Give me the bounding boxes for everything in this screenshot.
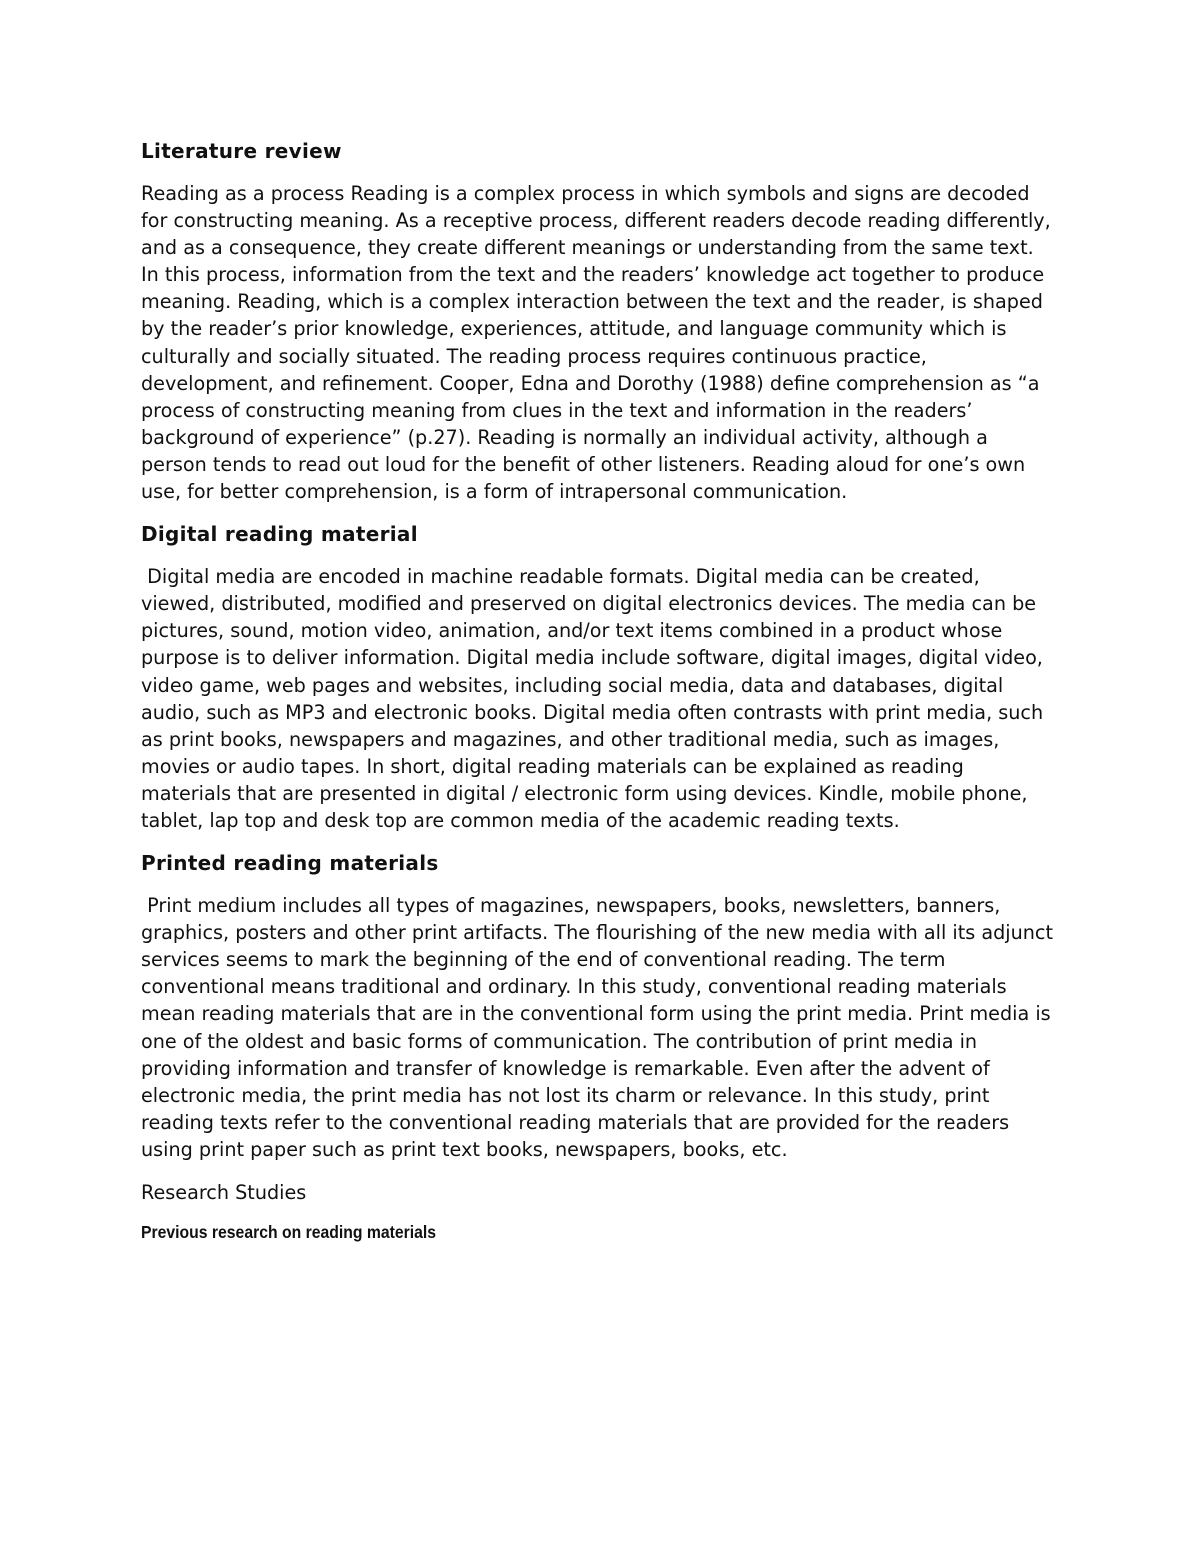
document-page bbox=[141, 138, 1060, 1244]
paragraph-digital-reading-material: Digital media are encoded in machine readable formats. Digital media can be created, viewed, distributed, modified and preserved on digital electronics devices. The media can be pictures, sound, motion video, animation, and/or text items combined in a product whose purpose is to deliver information. Digital media include software, digital images, digital video, video game, web pages and websites, including social media, data and databases, digital audio, such as MP3 and electronic books. Digital media often contrasts with print media, such as print books, newspapers and magazines, and other traditional media, such as images, movies or audio tapes. In short, digital reading materials can be explained as reading materials that are presented in digital / electronic form using devices. Kindle, mobile phone, tablet, lap top and desk top are common media of the academic reading texts. bbox=[141, 565, 1050, 832]
heading-digital-reading-material: Digital reading material bbox=[141, 522, 418, 547]
heading-research-studies: Research Studies bbox=[141, 1181, 307, 1204]
paragraph-printed-reading-materials: Print medium includes all types of magazines, newspapers, books, newsletters, banners, graphics, posters and other print artifacts. The flourishing of the new media with all its adjunct services seems to mark the beginning of the end of conventional reading. The term conventional means traditional and ordinary. In this study, conventional reading materials mean reading materials that are in the conventional form using the print media. Print media is one of the oldest and basic forms of communication. The contribution of print media in providing information and transfer of knowledge is remarkable. Even after the advent of electronic media, the print media has not lost its charm or relevance. In this study, print reading texts refer to the conventional reading materials that are provided for the readers using print paper such as print text books, newspapers, books, etc. bbox=[141, 894, 1060, 1161]
heading-printed-reading-materials: Printed reading materials bbox=[141, 851, 439, 876]
heading-previous-research: Previous research on reading materials bbox=[141, 1222, 437, 1242]
paragraph-literature-review: Reading as a process Reading is a complex process in which symbols and signs are decoded for constructing meaning. As a receptive process, different readers decode reading differently, and as a consequence, they create different meanings or understanding from the same text. In this process, information from the text and the readers’ knowledge act together to produce meaning. Reading, which is a complex interaction between the text and the reader, is shaped by the reader’s prior knowledge, experiences, attitude, and language community which is culturally and socially situated. The reading process requires continuous practice, development, and refinement. Cooper, Edna and Dorothy (1988) define comprehension as “a process of constructing meaning from clues in the text and information in the readers’ background of experience” (p.27). Reading is normally an individual activity, although a person tends to read out loud for the benefit of other listeners. Reading aloud for one’s own use, for better comprehension, is a form of intrapersonal communication. bbox=[141, 182, 1051, 504]
heading-literature-review: Literature review bbox=[141, 139, 342, 163]
